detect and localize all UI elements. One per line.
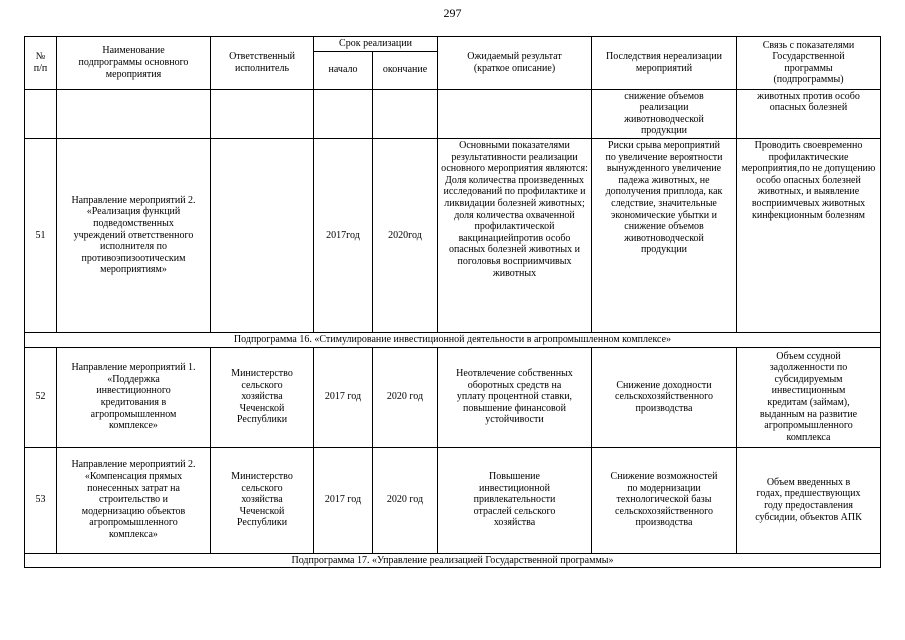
cell-empty <box>57 89 211 138</box>
header-num: № п/п <box>25 37 57 90</box>
header-period: Срок реализации <box>314 37 438 52</box>
cell-empty <box>438 89 592 138</box>
cell-link: Проводить своевременно профилактические мероприятия,по не допущению особо опасных болезней животных, и выявление восприимчевых животных кинфекционным болезням <box>737 138 881 332</box>
table-row <box>25 347 881 447</box>
header-name: Наименование подпрограммы основного мероприятия <box>57 37 211 90</box>
cell-link: животных против особо опасных болезней <box>737 89 881 138</box>
cell-name: Направление мероприятий 2. «Компенсация прямых понесенных затрат на строительство и модернизацию объектов агропромышленного комплекса» <box>57 447 211 553</box>
header-executor: Ответственный исполнитель <box>211 37 314 90</box>
cell-num: 53 <box>25 447 57 553</box>
cell-result: Основными показателями результативности реализации основного мероприятия являются: Доля количества произведенных исследований по профилактике и ликвидации болезней животных; доля количества охваченной профилактической вакцинациейпротив особо опасных болезней животных и поголовья восприимчивых животных <box>438 138 592 332</box>
cell-num: 52 <box>25 347 57 447</box>
header-start: начало <box>314 51 373 89</box>
section-title-16: Подпрограмма 16. «Стимулирование инвестиционной деятельности в агропромышленном комплексе» <box>25 332 881 347</box>
header-result: Ожидаемый результат (краткое описание) <box>438 37 592 90</box>
cell-empty <box>314 89 373 138</box>
cell-name: Направление мероприятий 1. «Поддержка инвестиционного кредитования в агропромышленном комплексе» <box>57 347 211 447</box>
cell-empty <box>211 89 314 138</box>
cell-executor: Министерство сельского хозяйства Чеченской Республики <box>211 347 314 447</box>
cell-empty <box>25 89 57 138</box>
table-row <box>25 138 881 332</box>
cell-consequences: Риски срыва мероприятий по увеличение вероятности вынужденного увеличение падежа животных, не дополучения приплода, как следствие, значительные экономические убытки и снижение объемов животноводческой продукции <box>592 138 737 332</box>
header-link: Связь с показателями Государственной программы (подпрограммы) <box>737 37 881 90</box>
header-consequences: Последствия нереализации мероприятий <box>592 37 737 90</box>
cell-end: 2020 год <box>373 447 438 553</box>
cell-executor: Министерство сельского хозяйства Чеченской Республики <box>211 447 314 553</box>
section-row <box>25 332 881 347</box>
cell-result: Повышение инвестиционной привлекательности отраслей сельского хозяйства <box>438 447 592 553</box>
cell-end: 2020год <box>373 138 438 332</box>
header-end: окончание <box>373 51 438 89</box>
section-title-17: Подпрограмма 17. «Управление реализацией Государственной программы» <box>25 553 881 568</box>
cell-end: 2020 год <box>373 347 438 447</box>
table-row <box>25 447 881 553</box>
cell-consequences: снижение объемов реализации животноводческой продукции <box>592 89 737 138</box>
cell-name: Направление мероприятий 2. «Реализация функций подведомственных учреждений ответственного исполнителя по противоэпизоотическим мероприятиям» <box>57 138 211 332</box>
cell-start: 2017 год <box>314 347 373 447</box>
table-row-continuation <box>25 89 881 138</box>
cell-consequences: Снижение возможностей по модернизации технологической базы сельскохозяйственного производства <box>592 447 737 553</box>
cell-consequences: Снижение доходности сельскохозяйственного производства <box>592 347 737 447</box>
cell-executor <box>211 138 314 332</box>
cell-start: 2017 год <box>314 447 373 553</box>
cell-empty <box>373 89 438 138</box>
cell-link: Объем ссудной задолженности по субсидируемым инвестиционным кредитам (займам), выданным на развитие агропромышленного комплекса <box>737 347 881 447</box>
section-row <box>25 553 881 568</box>
cell-result: Неотвлечение собственных оборотных средств на уплату процентной ставки, повышение финансовой устойчивости <box>438 347 592 447</box>
cell-num: 51 <box>25 138 57 332</box>
cell-start: 2017год <box>314 138 373 332</box>
measures-table <box>24 36 881 568</box>
cell-link: Объем введенных в годах, предшествующих году предоставления субсидии, объектов АПК <box>737 447 881 553</box>
page-number: 297 <box>443 6 462 20</box>
